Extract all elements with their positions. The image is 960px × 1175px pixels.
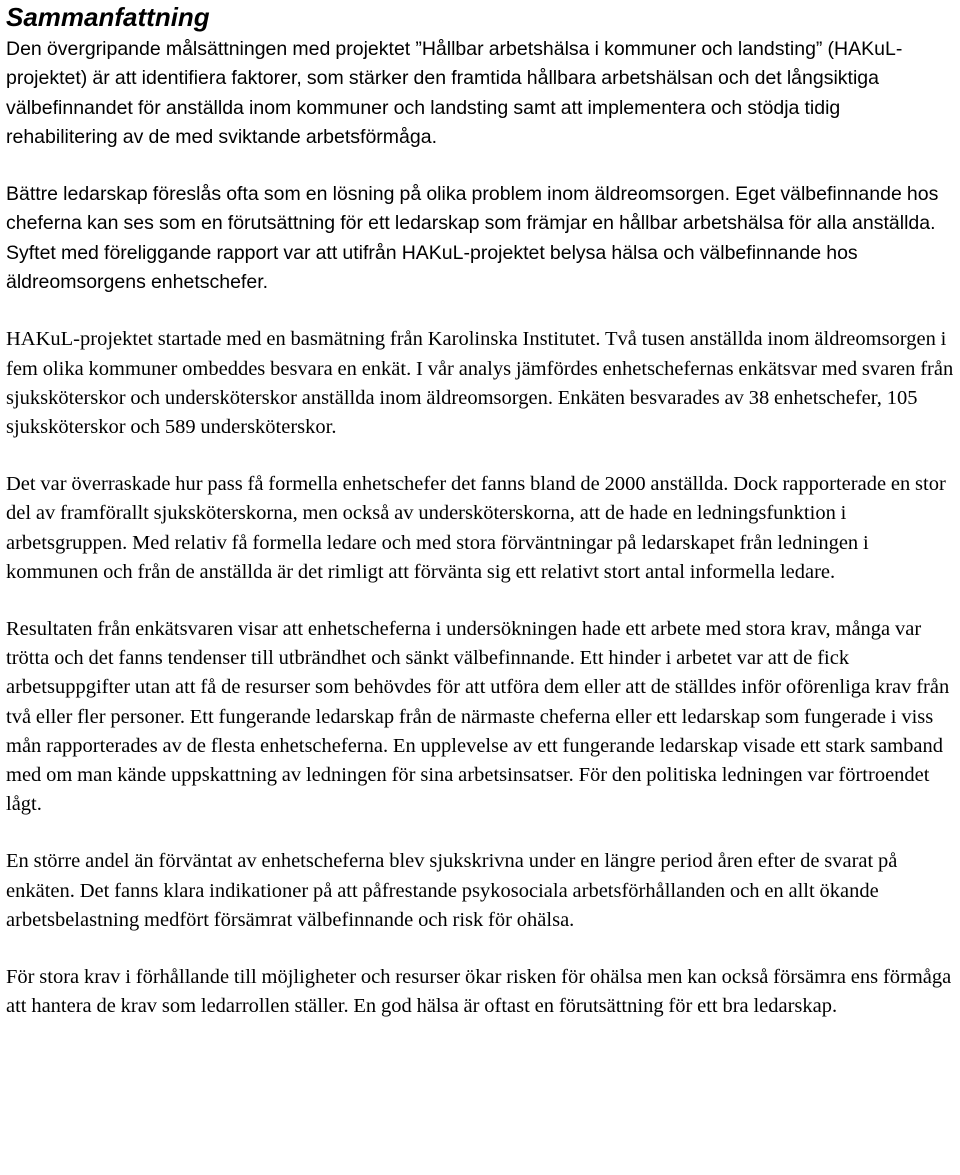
paragraph-sick-leave: En större andel än förväntat av enhetscheferna blev sjukskrivna under en längre period åren efter de svarat på enkäten. Det fanns klara indikationer på att påfrestande psykosociala arbetsförhållanden och en allt ökande arbetsbelastning medfört försämrat välbefinnande och risk för ohälsa.: [6, 850, 898, 931]
paragraph-results: Resultaten från enkätsvaren visar att enhetscheferna i undersökningen hade ett arbete med stora krav, många var trötta och det fanns tendenser till utbrändhet och sänkt välbefinnande. Ett hinder i arbetet var att de fick arbetsuppgifter utan att få de resurser som behövdes för att utföra dem eller att de ställdes inför oförenliga krav från två eller fler personer. Ett fungerande ledarskap från de närmaste cheferna eller ett ledarskap som fungerade i viss mån rapporterades av de flesta enhetscheferna. En upplevelse av ett fungerande ledarskap visade ett stark samband med om man kände uppskattning av ledningen för sina arbetsinsatser. För den politiska ledningen var förtroendet lågt.: [6, 618, 950, 816]
paragraph-survey-method: HAKuL-projektet startade med en basmätning från Karolinska Institutet. Två tusen anställda inom äldreomsorgen i fem olika kommuner ombeddes besvara en enkät. I vår analys jämfördes enhetschefernas enkätsvar med svaren från sjuksköterskor och undersköterskor anställda inom äldreomsorgen. Enkäten besvarades av 38 enhetschefer, 105 sjuksköterskor och 589 undersköterskor.: [6, 328, 954, 438]
paragraph-conclusion: För stora krav i förhållande till möjligheter och resurser ökar risken för ohälsa men kan också försämra ens förmåga att hantera de krav som ledarrollen ställer. En god hälsa är oftast en förutsättning för ett bra ledarskap.: [6, 966, 952, 1018]
section-heading: Sammanfattning: [6, 2, 210, 32]
paragraph-informal-leaders: Det var överraskade hur pass få formella enhetschefer det fanns bland de 2000 anställda. Dock rapporterade en stor del av framförallt sjuksköterskorna, men också av undersköterskorna, att de hade en ledningsfunktion i arbetsgruppen. Med relativ få formella ledare och med stora förväntningar på ledarskapet från ledningen i kommunen och från de anställda är det rimligt att förvänta sig ett relativt stort antal informella ledare.: [6, 473, 946, 583]
paragraph-leadership: Bättre ledarskap föreslås ofta som en lösning på olika problem inom äldreomsorgen. Eget välbefinnande hos cheferna kan ses som en förutsättning för ett ledarskap som främjar en hållbar arbetshälsa för alla anställda. Syftet med föreliggande rapport var att utifrån HAKuL-projektet belysa hälsa och välbefinnande hos äldreomsorgens enhetschefer.: [6, 183, 939, 294]
paragraph-project-goal: Den övergripande målsättningen med projektet ”Hållbar arbetshälsa i kommuner och landsting” (HAKuL-projektet) är att identifiera faktorer, som stärker den framtida hållbara arbetshälsan och det långsiktiga välbefinnandet för anställda inom kommuner och landsting samt att implementera och stödja tidig rehabilitering av de med sviktande arbetsförmåga.: [6, 38, 903, 148]
document-page: [6, 0, 956, 1021]
